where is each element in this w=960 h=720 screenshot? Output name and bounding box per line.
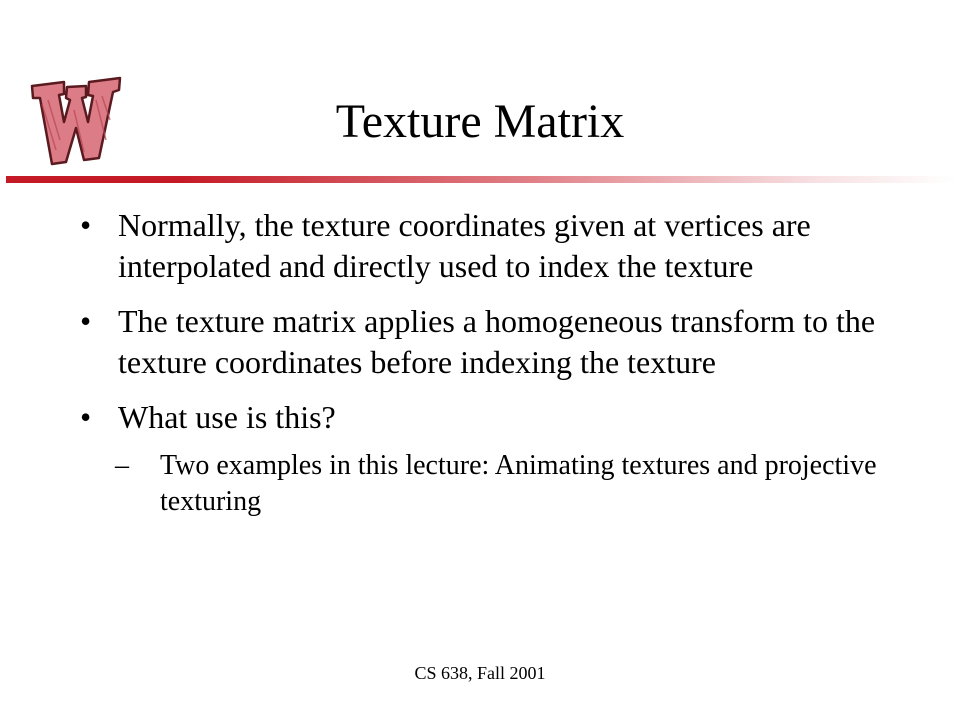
- sub-bullet-item: [80, 448, 940, 520]
- bullet-marker: •: [80, 303, 92, 339]
- bullet-item: [80, 301, 940, 383]
- sub-bullet-text: Two examples in this lecture: Animating textures and projective texturing: [160, 450, 877, 517]
- bullet-text: Normally, the texture coordinates given at vertices are interpolated and directly used to index the texture: [118, 207, 811, 284]
- title-divider: [6, 176, 956, 183]
- bullet-text: What use is this?: [118, 399, 336, 435]
- bullet-marker: •: [80, 399, 92, 435]
- slide-body: [80, 205, 940, 520]
- bullet-item: [80, 205, 940, 287]
- bullet-marker: •: [80, 207, 92, 243]
- sub-bullet-marker: –: [115, 450, 129, 481]
- bullet-text: The texture matrix applies a homogeneous transform to the texture coordinates before indexing the texture: [118, 303, 876, 380]
- bullet-item: [80, 397, 940, 438]
- slide-title: Texture Matrix: [335, 95, 625, 148]
- slide-footer: CS 638, Fall 2001: [414, 663, 546, 683]
